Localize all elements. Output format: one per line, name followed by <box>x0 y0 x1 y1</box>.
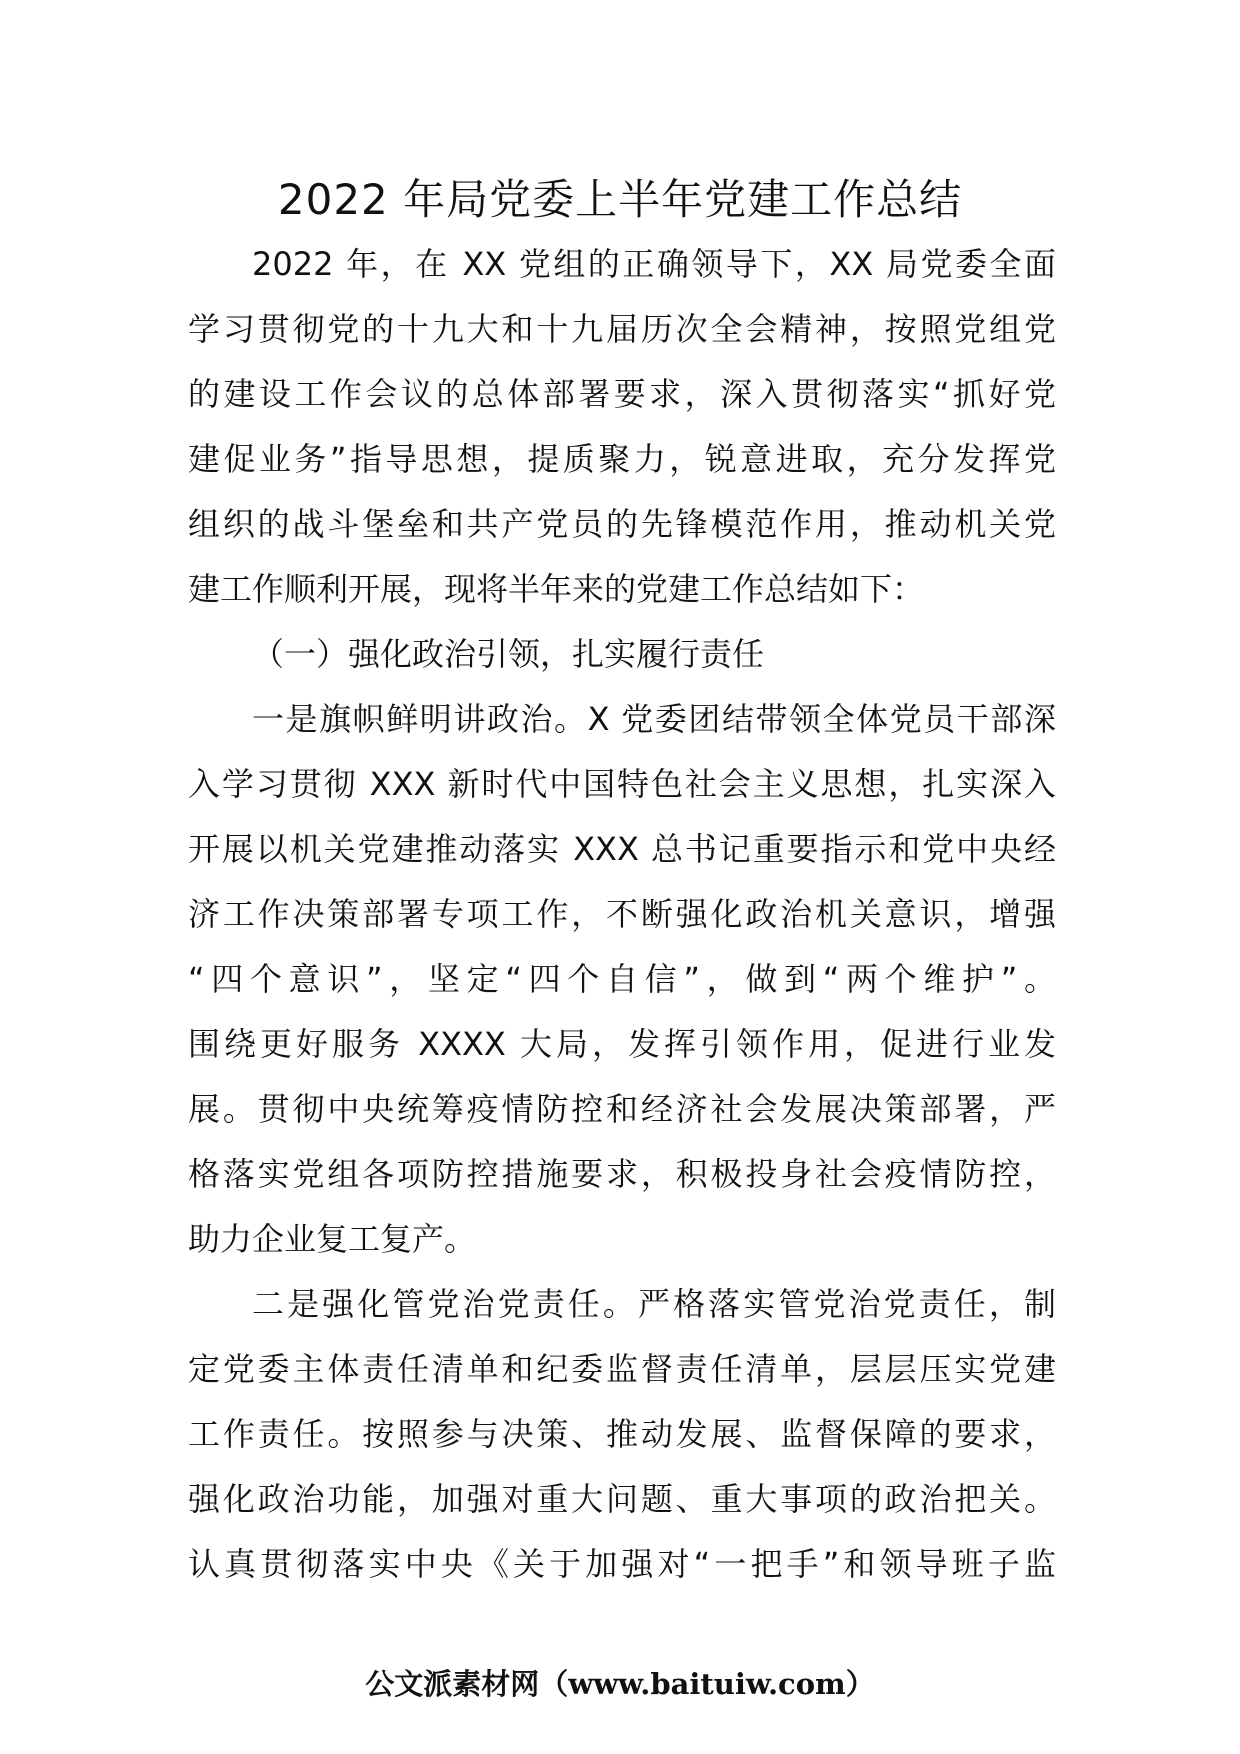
paragraph-line: 学习贯彻党的十九大和十九届历次全会精神，按照党组党 <box>188 310 1056 348</box>
paragraph-line: “四个意识”，坚定“四个自信”，做到“两个维护”。 <box>188 960 1056 998</box>
paragraph-line: 2022 年，在 XX 党组的正确领导下，XX 局党委全面 <box>252 245 1056 283</box>
paragraph-line: 认真贯彻落实中央《关于加强对“一把手”和领导班子监 <box>188 1545 1056 1583</box>
paragraph-line: 的建设工作会议的总体部署要求，深入贯彻落实“抓好党 <box>188 375 1056 413</box>
document-title: 2022 年局党委上半年党建工作总结 <box>277 175 963 224</box>
footer-watermark: 公文派素材网（www.baituiw.com） <box>365 1667 875 1701</box>
paragraph-line: 组织的战斗堡垒和共产党员的先锋模范作用，推动机关党 <box>188 505 1056 543</box>
paragraph-line: 格落实党组各项防控措施要求，积极投身社会疫情防控， <box>188 1155 1056 1193</box>
paragraph-line: 建工作顺利开展，现将半年来的党建工作总结如下： <box>188 570 925 608</box>
paragraph-line: 开展以机关党建推动落实 XXX 总书记重要指示和党中央经 <box>188 830 1056 868</box>
paragraph-line: 入学习贯彻 XXX 新时代中国特色社会主义思想，扎实深入 <box>188 765 1056 803</box>
paragraph-line: 二是强化管党治党责任。严格落实管党治党责任，制 <box>252 1285 1056 1323</box>
paragraph-line: 工作责任。按照参与决策、推动发展、监督保障的要求， <box>188 1415 1056 1453</box>
paragraph-line: 建促业务”指导思想，提质聚力，锐意进取，充分发挥党 <box>188 440 1056 478</box>
paragraph-line: 定党委主体责任清单和纪委监督责任清单，层层压实党建 <box>188 1350 1056 1388</box>
paragraph-line: 济工作决策部署专项工作，不断强化政治机关意识，增强 <box>188 895 1056 933</box>
paragraph-line: 一是旗帜鲜明讲政治。X 党委团结带领全体党员干部深 <box>252 700 1056 738</box>
paragraph-line: 围绕更好服务 XXXX 大局，发挥引领作用，促进行业发 <box>188 1025 1056 1063</box>
paragraph-line: 展。贯彻中央统筹疫情防控和经济社会发展决策部署，严 <box>188 1090 1056 1128</box>
paragraph-line: 助力企业复工复产。 <box>188 1220 477 1258</box>
section-heading: （一）强化政治引领，扎实履行责任 <box>252 635 765 673</box>
document-body <box>188 232 1056 1597</box>
paragraph-line: 强化政治功能，加强对重大问题、重大事项的政治把关。 <box>188 1480 1056 1518</box>
